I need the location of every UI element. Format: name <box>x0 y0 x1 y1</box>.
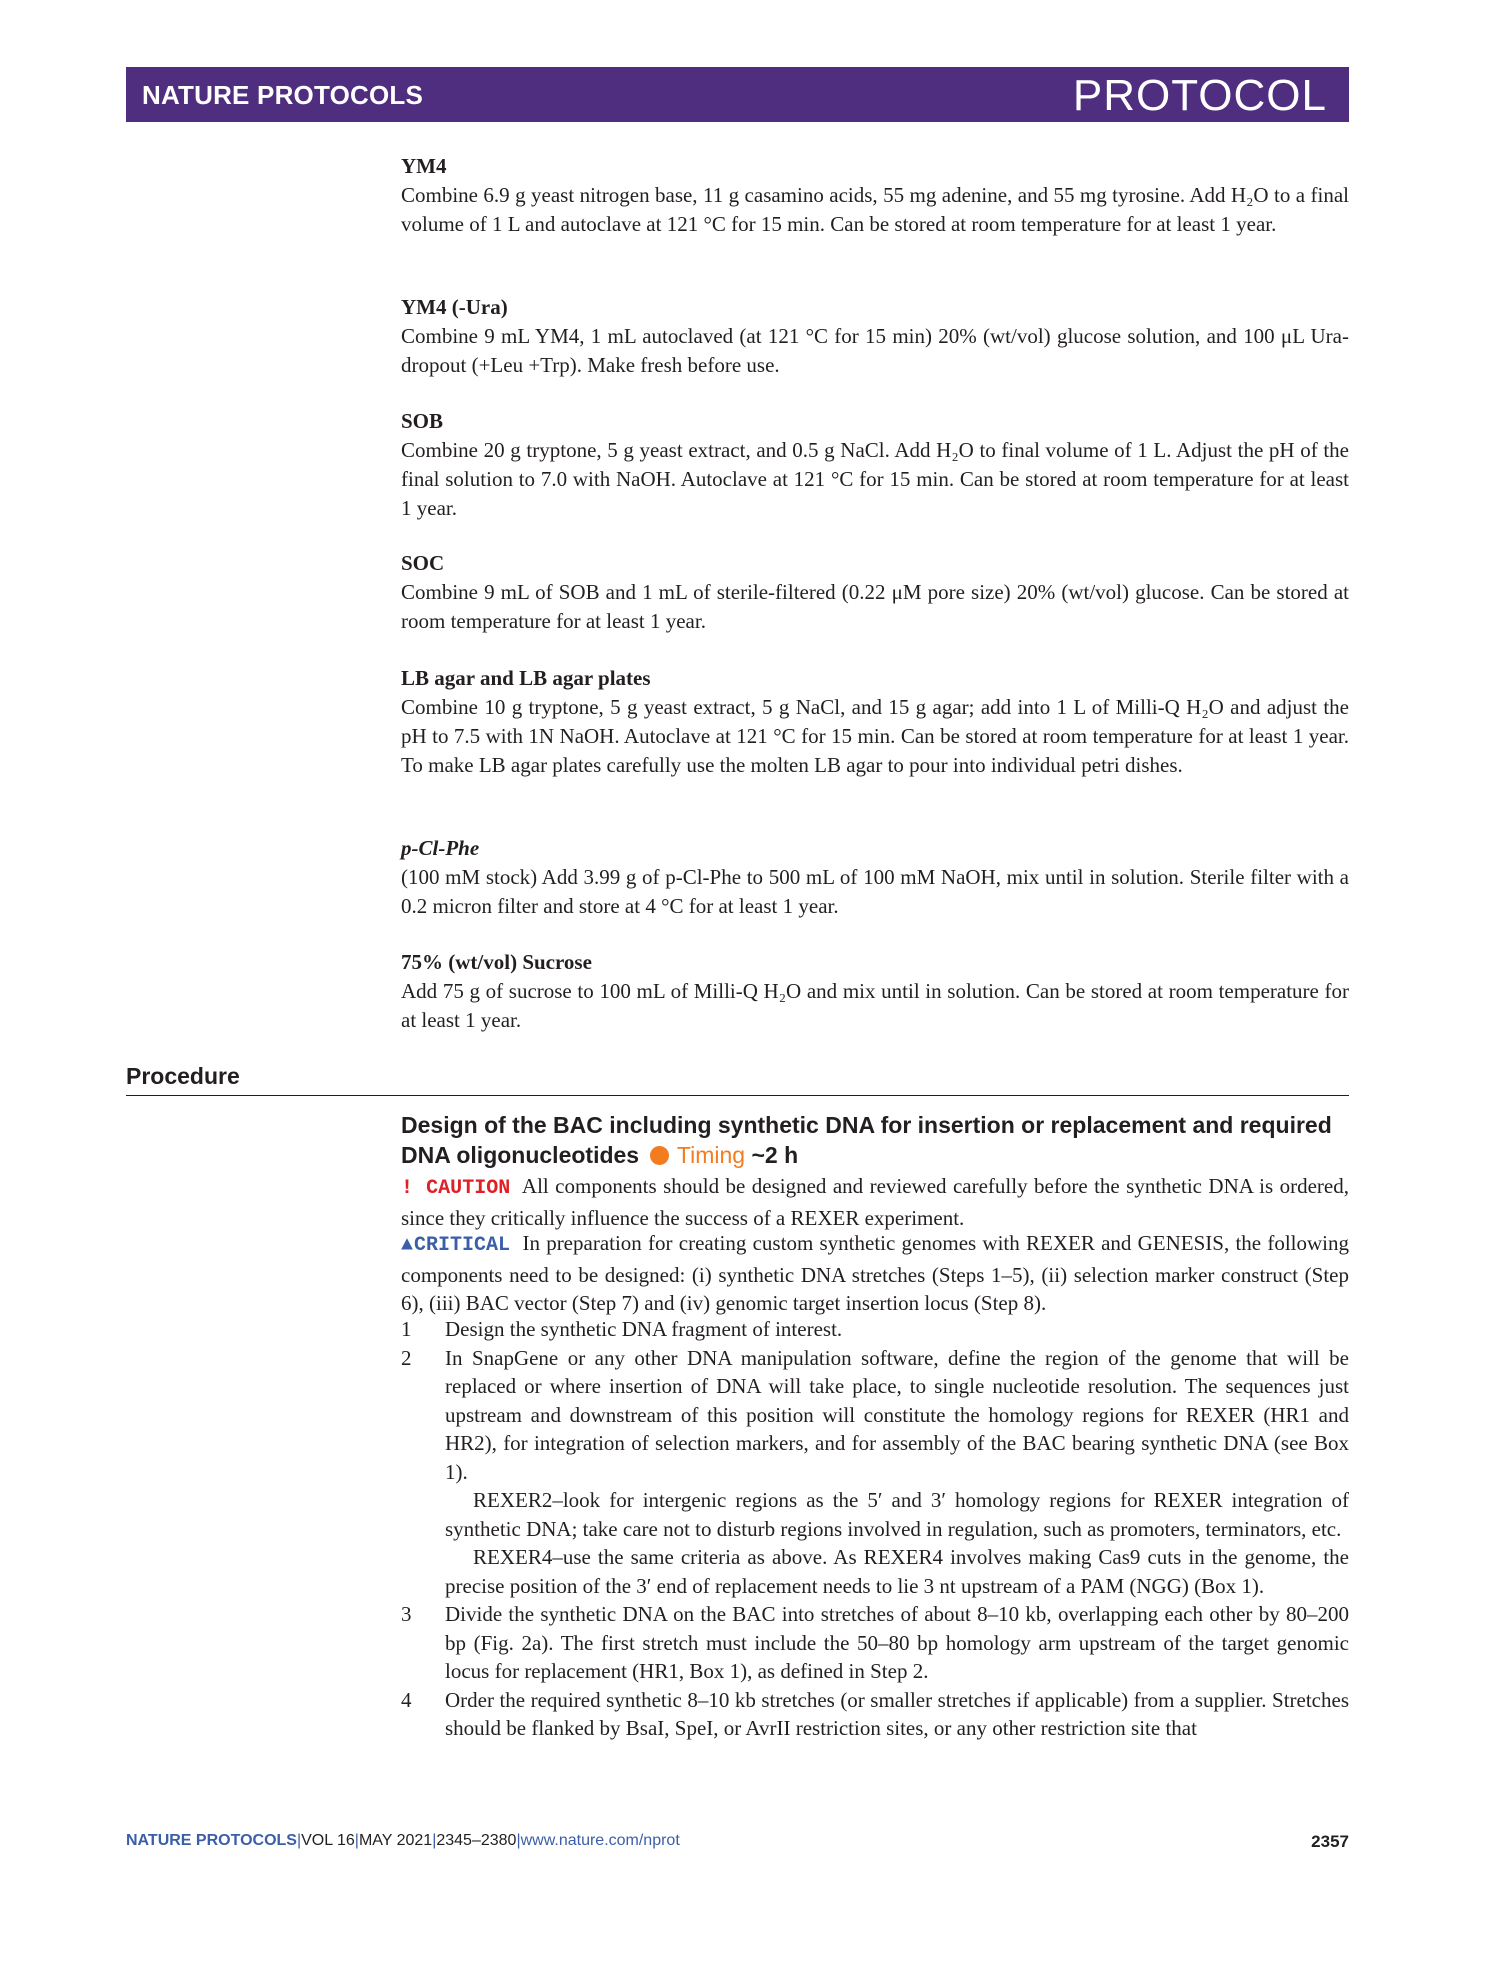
recipe-title: YM4 <box>401 154 447 178</box>
step-item <box>401 1344 1349 1601</box>
recipe-text: Combine 10 g tryptone, 5 g yeast extract, 5 g NaCl, and 15 g agar; add into 1 L of Milli-Q H₂O and adjust the pH to 7.5 with 1N NaOH. Autoclave at 121 °C for 15 min. Can be stored at room temperature for at least 1 year. To make LB agar plates carefully use the molten LB agar to pour into individual petri dishes. <box>401 695 1349 777</box>
recipe-text: Combine 6.9 g yeast nitrogen base, 11 g casamino acids, 55 mg adenine, and 55 mg tyrosine. Add H₂O to a final volume of 1 L and autoclave at 121 °C for 15 min. Can be stored at room temperature for at least 1 year. <box>401 183 1349 236</box>
recipe-p-cl-phe <box>401 834 1349 921</box>
subheading-text: Design of the BAC including synthetic DNA for insertion or replacement and required DNA oligonucleotides <box>401 1112 1332 1168</box>
step-number: 2 <box>401 1345 412 1370</box>
recipe-title: p-Cl-Phe <box>401 836 480 860</box>
step-text: Design the synthetic DNA fragment of interest. <box>445 1317 843 1341</box>
recipe-title: SOB <box>401 409 444 433</box>
procedure-subheading <box>401 1110 1349 1170</box>
critical-text: In preparation for creating custom synthetic genomes with REXER and GENESIS, the following components need to be designed: (i) synthetic DNA stretches (Steps 1–5), (ii) selection marker construct (Step 6), (iii) BAC vector (Step 7) and (iv) genomic target insertion locus (Step 8). <box>401 1231 1349 1315</box>
timing-value: ~2 h <box>751 1142 799 1168</box>
recipe-text: Combine 9 mL of SOB and 1 mL of sterile-filtered (0.22 μM pore size) 20% (wt/vol) glucose. Can be stored at room temperature for at least 1 year. <box>401 580 1349 633</box>
step-item <box>401 1315 1349 1344</box>
step-text: In SnapGene or any other DNA manipulation software, define the region of the genome that will be replaced or where insertion of DNA will take place, to single nucleotide resolution. The sequences just upstream and downstream of this position will constitute the homology regions for REXER (HR1 and HR2), for integration of selection markers, and for assembly of the BAC bearing synthetic DNA (see Box 1). <box>445 1345 1349 1484</box>
caution-label: ! CAUTION <box>401 1177 511 1200</box>
timing-dot-icon <box>650 1146 669 1165</box>
journal-name: NATURE PROTOCOLS <box>142 80 424 110</box>
footer-journal: NATURE PROTOCOLS <box>126 1832 297 1849</box>
step-subparagraph: REXER4–use the same criteria as above. As REXER4 involves making Cas9 cuts in the genome, the precise position of the 3′ end of replacement needs to lie 3 nt upstream of a PAM (NGG) (Box 1). <box>445 1545 1349 1598</box>
step-number: 1 <box>401 1317 412 1341</box>
step-text: Divide the synthetic DNA on the BAC into stretches of about 8–10 kb, overlapping each other by 80–200 bp (Fig. 2a). The first stretch must include the 50–80 bp homology arm upstream of the target genomic locus for replacement (HR1, Box 1), as defined in Step 2. <box>445 1602 1349 1683</box>
article-type: PROTOCOL <box>1072 71 1327 120</box>
step-text: Order the required synthetic 8–10 kb stretches (or smaller stretches if applicable) from a supplier. Stretches should be flanked by BsaI, SpeI, or AvrII restriction sites, or any other restriction site that <box>445 1687 1349 1740</box>
caution-note <box>401 1172 1349 1232</box>
critical-note <box>401 1229 1349 1318</box>
recipe-text: Combine 9 mL YM4, 1 mL autoclaved (at 121 °C for 15 min) 20% (wt/vol) glucose solution, and 100 μL Ura-dropout (+Leu +Trp). Make fresh before use. <box>401 324 1349 377</box>
footer-url-link[interactable]: www.nature.com/nprot <box>520 1832 680 1849</box>
step-number: 4 <box>401 1687 412 1712</box>
recipe-ym4 <box>401 152 1349 239</box>
step-subparagraph: REXER2–look for intergenic regions as the 5′ and 3′ homology regions for REXER integration of synthetic DNA; take care not to disturb regions involved in regulation, such as promoters, terminators, etc. <box>445 1488 1349 1541</box>
recipe-title: 75% (wt/vol) Sucrose <box>401 950 592 974</box>
critical-label: ▲CRITICAL <box>401 1234 510 1257</box>
page-footer: NATURE PROTOCOLS|VOL 16|MAY 2021|2345–2380|www.nature.com/nprot 2357 <box>126 1832 1349 1851</box>
recipe-title: LB agar and LB agar plates <box>401 666 651 690</box>
timing-label: Timing <box>676 1142 746 1168</box>
recipe-text: Combine 20 g tryptone, 5 g yeast extract, and 0.5 g NaCl. Add H₂O to final volume of 1 L. Adjust the pH of the final solution to 7.0 with NaOH. Autoclave at 121 °C for 15 min. Can be stored at room temperature for at least 1 year. <box>401 438 1349 520</box>
footer-volume: VOL 16 <box>301 1832 355 1849</box>
step-number: 3 <box>401 1602 412 1626</box>
journal-header-bar <box>126 67 1349 122</box>
recipe-ym4-ura <box>401 293 1349 380</box>
caution-text: All components should be designed and reviewed carefully before the synthetic DNA is ordered, since they critically influence the success of a REXER experiment. <box>401 1174 1349 1230</box>
procedure-divider <box>126 1095 1349 1096</box>
recipe-text: (100 mM stock) Add 3.99 g of p-Cl-Phe to 500 mL of 100 mM NaOH, mix until in solution. Sterile filter with a 0.2 micron filter and store at 4 °C for at least 1 year. <box>401 865 1349 918</box>
procedure-heading: Procedure <box>126 1063 240 1089</box>
recipe-title: SOC <box>401 551 445 575</box>
recipe-text: Add 75 g of sucrose to 100 mL of Milli-Q H₂O and mix until in solution. Can be stored at room temperature for at least 1 year. <box>401 979 1349 1032</box>
recipe-sucrose <box>401 948 1349 1035</box>
step-item <box>401 1600 1349 1686</box>
step-item <box>401 1686 1349 1743</box>
recipe-soc <box>401 549 1349 636</box>
procedure-steps <box>401 1315 1349 1743</box>
recipe-title: YM4 (-Ura) <box>401 295 508 319</box>
recipe-sob <box>401 407 1349 523</box>
page-number: 2357 <box>1311 1832 1349 1851</box>
recipe-lb-agar <box>401 664 1349 780</box>
footer-pages: 2345–2380 <box>436 1832 517 1849</box>
footer-date: MAY 2021 <box>358 1832 433 1849</box>
